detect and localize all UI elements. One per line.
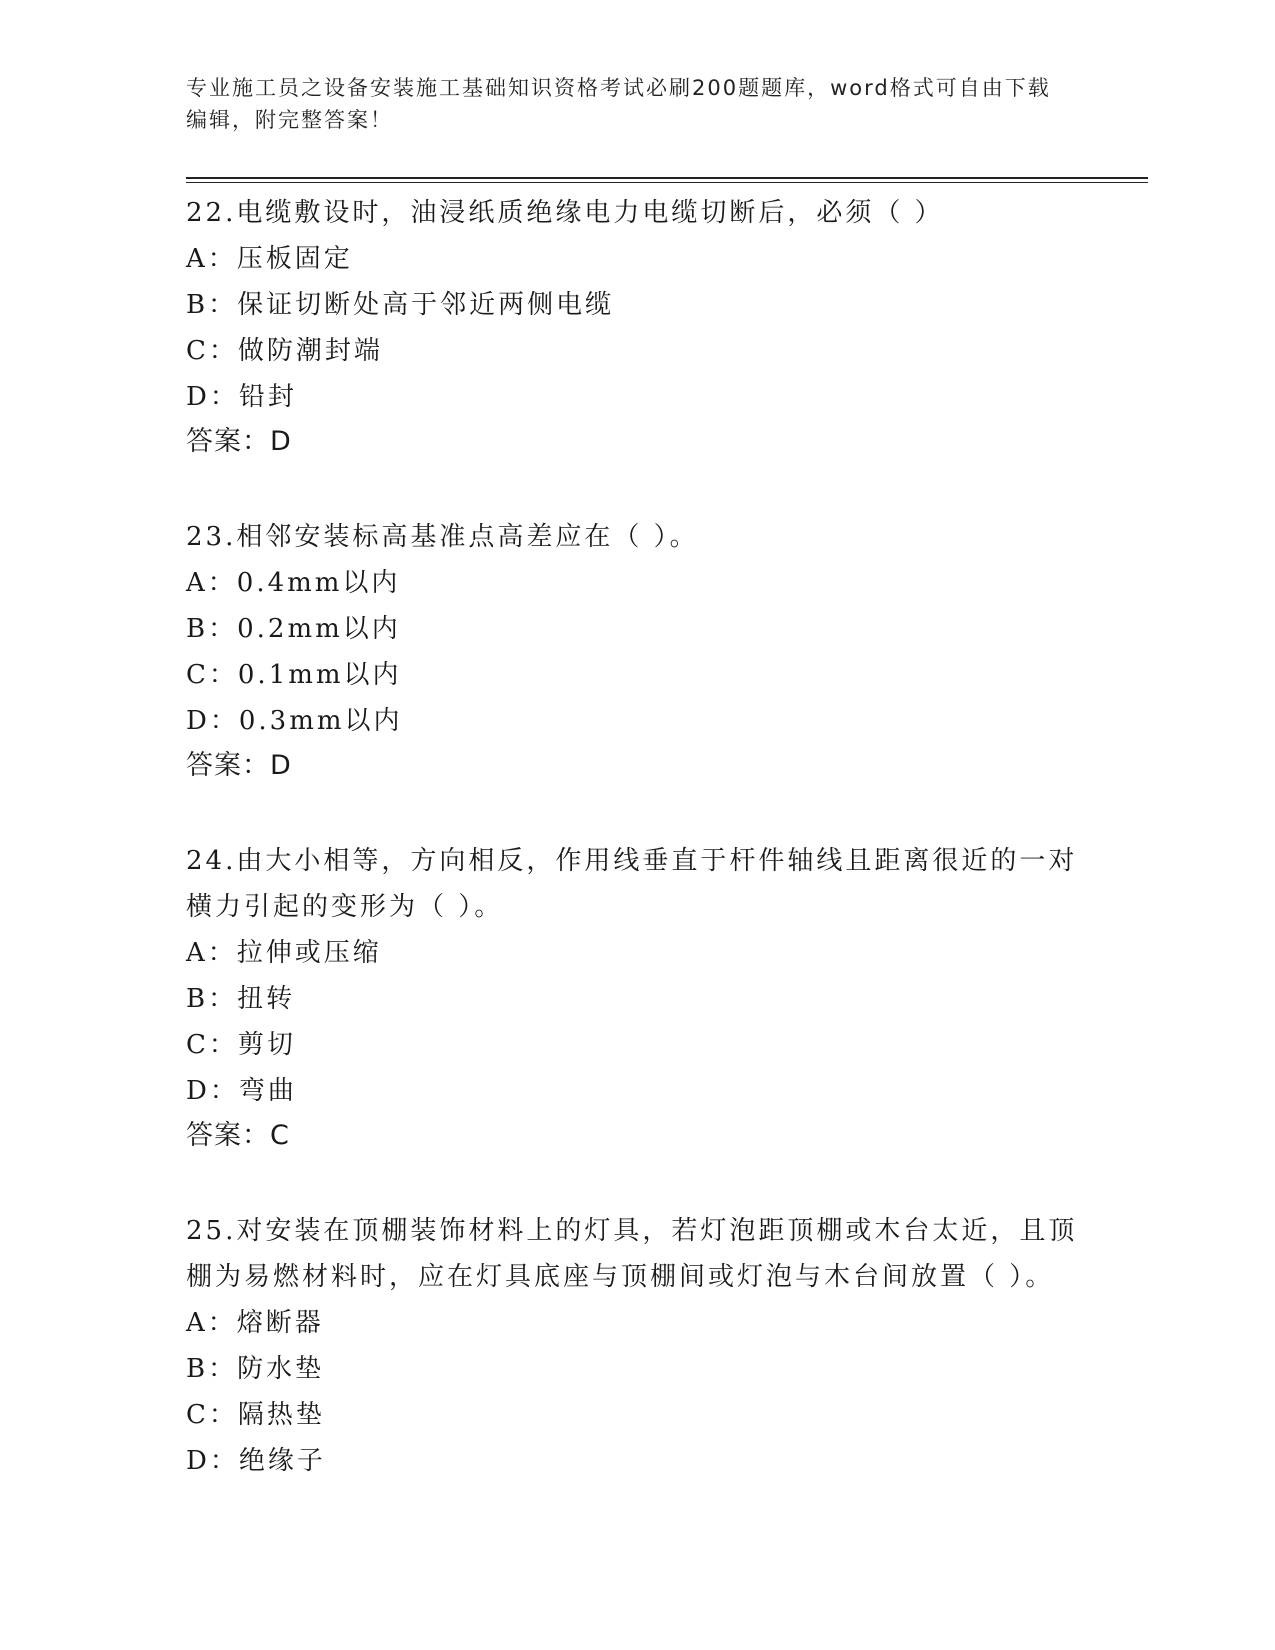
option-d: D：铅封 (186, 382, 297, 412)
option-d: D：0.3mm以内 (186, 706, 403, 736)
answer-line: 答案：D (186, 426, 292, 457)
option-c: C：0.1mm以内 (186, 660, 402, 690)
option-d: D：绝缘子 (186, 1446, 326, 1476)
option-a: A：0.4mm以内 (186, 568, 401, 598)
option-c: C：做防潮封端 (186, 336, 383, 366)
header-divider-thick (186, 177, 1148, 179)
question-stem: 23.相邻安装标高基准点高差应在（ ）。 (186, 522, 699, 552)
question-25 (186, 1208, 1086, 1484)
option-c: C：剪切 (186, 1030, 296, 1060)
option-b: B：防水垫 (186, 1354, 325, 1384)
option-b: B：保证切断处高于邻近两侧电缆 (186, 290, 615, 320)
option-a: A：熔断器 (186, 1308, 324, 1338)
answer-line: 答案：D (186, 750, 292, 781)
spacer (186, 788, 1086, 838)
question-stem: 22.电缆敷设时，油浸纸质绝缘电力电缆切断后，必须（ ） (186, 198, 944, 228)
option-b: B：0.2mm以内 (186, 614, 401, 644)
option-a: A：拉伸或压缩 (186, 938, 382, 968)
option-a: A：压板固定 (186, 244, 353, 274)
option-b: B：扭转 (186, 984, 296, 1014)
option-d: D：弯曲 (186, 1076, 297, 1106)
question-list (186, 190, 1086, 1484)
spacer (186, 464, 1086, 514)
question-22 (186, 190, 1086, 464)
header-divider-thin (186, 182, 1148, 183)
document-header: 专业施工员之设备安装施工基础知识资格考试必刷200题题库，word格式可自由下载编辑，附完整答案！ (186, 76, 1051, 132)
answer-line: 答案：C (186, 1120, 290, 1151)
spacer (186, 1158, 1086, 1208)
question-23 (186, 514, 1086, 788)
question-stem: 24.由大小相等，方向相反，作用线垂直于杆件轴线且距离很近的一对横力引起的变形为（ ）。 (186, 846, 1078, 922)
question-24 (186, 838, 1086, 1158)
option-c: C：隔热垫 (186, 1400, 325, 1430)
question-stem: 25.对安装在顶棚装饰材料上的灯具，若灯泡距顶棚或木台太近，且顶棚为易燃材料时，应在灯具底座与顶棚间或灯泡与木台间放置（ ）。 (186, 1216, 1078, 1292)
